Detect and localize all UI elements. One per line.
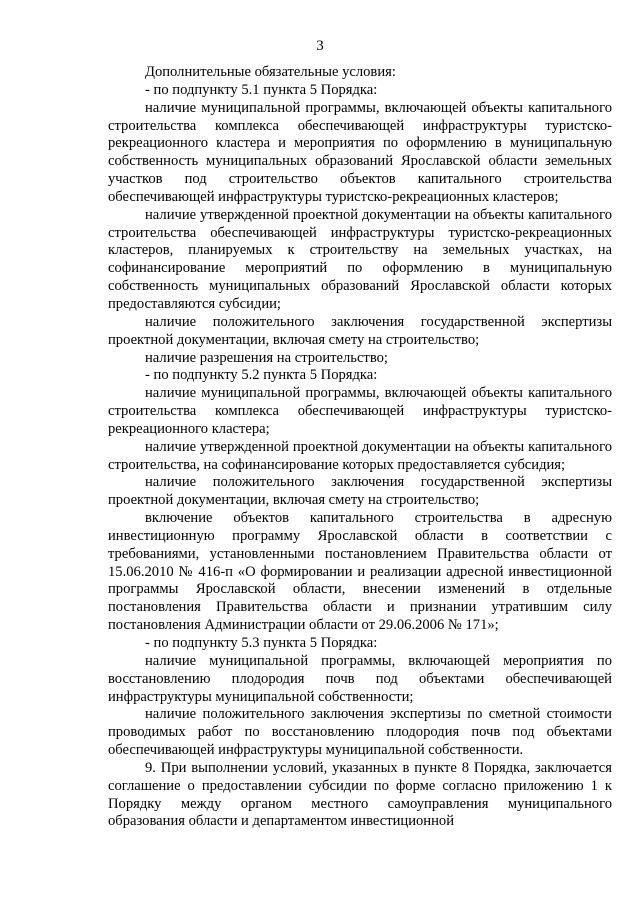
paragraph: наличие положительного заключения государственной экспертизы проектной документации, включая смету на строительство;: [108, 474, 612, 509]
paragraph: наличие муниципальной программы, включающей мероприятия по восстановлению плодородия почв под объектами обеспечивающей инфраструктуры муниципальной собственности;: [108, 652, 612, 705]
paragraph: наличие утвержденной проектной документации на объекты капитального строительства обеспечивающей инфраструктуры туристско-рекреационных кластеров, планируемых к строительству на земельных участках, на софинансирование мероприятий по оформлению в муниципальную собственность муниципальных образований Ярославской области которых предоставляются субсидии;: [108, 206, 612, 312]
paragraph: включение объектов капитального строительства в адресную инвестиционную программу Ярославской области в соответствии с требованиями, установленными постановлением Правительства области от 15.06.2010 № 416-п «О формировании и реализации адресной инвестиционной программы Ярославской области, внесении изменений в отдельные постановления Правительства области и признании утратившим силу постановления Администрации области от 29.06.2006 № 171»;: [108, 510, 612, 634]
paragraph: наличие положительного заключения государственной экспертизы проектной документации, включая смету на строительство;: [108, 313, 612, 348]
paragraph-clause-9: 9. При выполнении условий, указанных в пункте 8 Порядка, заключается соглашение о предоставлении субсидии по форме согласно приложению 1 к Порядку между органом местного самоуправления муниципального образования области и департаментом инвестиционной: [108, 759, 612, 830]
document-body: [108, 64, 612, 831]
paragraph: наличие муниципальной программы, включающей объекты капитального строительства комплекса обеспечивающей инфраструктуры туристско-рекреационного кластера;: [108, 385, 612, 437]
page-number: 3: [316, 38, 324, 54]
paragraph-additional-conditions: Дополнительные обязательные условия:: [145, 64, 396, 80]
paragraph: наличие разрешения на строительство;: [145, 349, 388, 366]
paragraph-subclause-5-3: - по подпункту 5.3 пункта 5 Порядка:: [145, 635, 378, 651]
paragraph-subclause-5-2: - по подпункту 5.2 пункта 5 Порядка:: [145, 367, 378, 384]
paragraph-subclause-5-1: - по подпункту 5.1 пункта 5 Порядка:: [145, 81, 378, 98]
paragraph: наличие утвержденной проектной документации на объекты капитального строительства, на софинансирование которых предоставляется субсидия;: [108, 438, 612, 473]
paragraph: наличие муниципальной программы, включающей объекты капитального строительства комплекса обеспечивающей инфраструктуры туристско-рекреационного кластера и мероприятия по оформлению в муниципальную собственность муниципальных образований Ярославской области земельных участков под строительство объектов капитального строительства обеспечивающей инфраструктуры туристско-рекреационных кластеров;: [108, 99, 612, 205]
paragraph: наличие положительного заключения экспертизы по сметной стоимости проводимых работ по восстановлению плодородия почв под объектами обеспечивающей инфраструктуры муниципальной собственности.: [108, 706, 612, 759]
